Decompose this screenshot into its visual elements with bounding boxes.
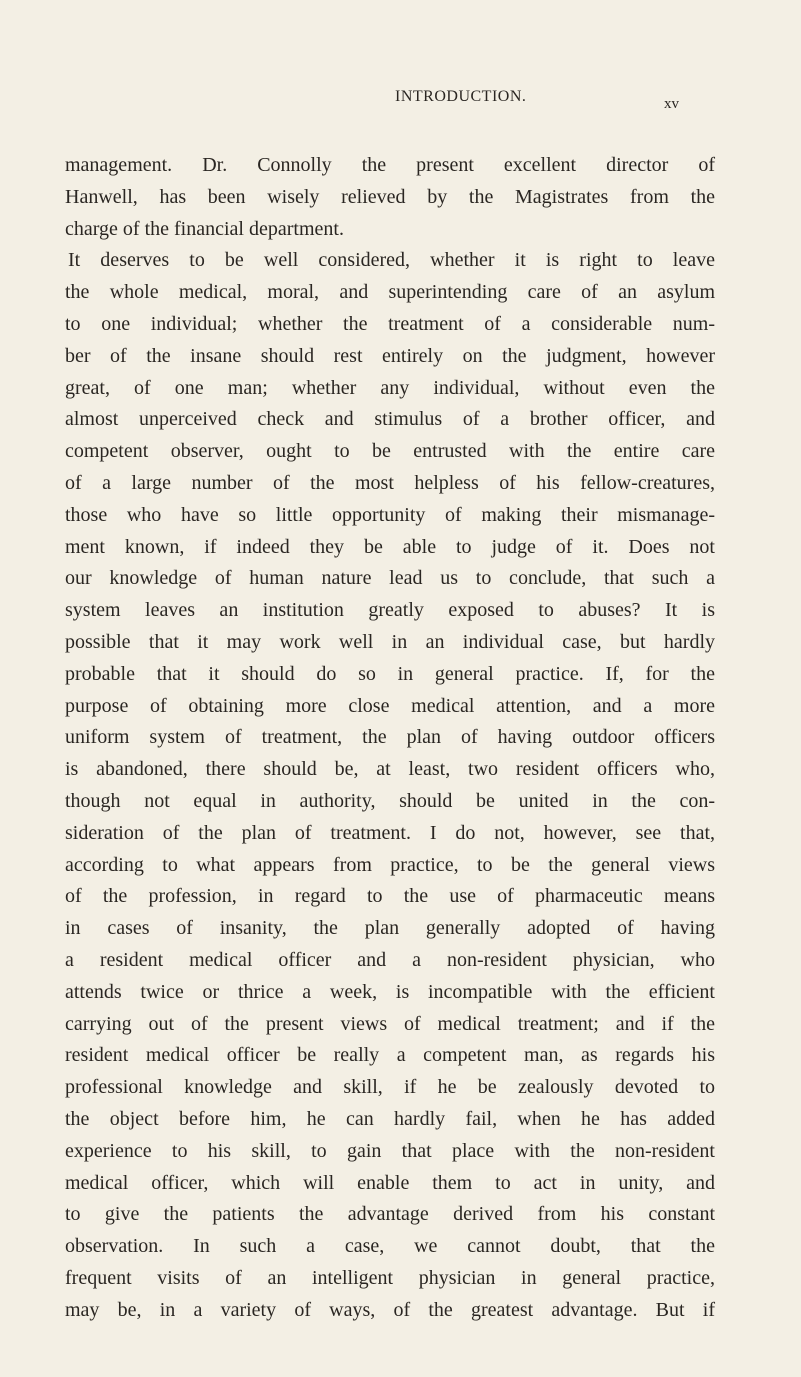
text-line: ment known, if indeed they be able to judge of it. Does not [65, 535, 715, 558]
text-line: a resident medical officer and a non-resident physician, who [65, 948, 715, 971]
text-line: uniform system of treatment, the plan of having outdoor officers [65, 726, 715, 749]
text-line: the whole medical, moral, and superintending care of an asylum [65, 281, 715, 304]
text-line: system leaves an institution greatly exposed to abuses? It is [65, 599, 715, 622]
running-head-title: INTRODUCTION. [395, 88, 527, 105]
text-line: resident medical officer be really a competent man, as regards his [65, 1044, 715, 1067]
text-line: possible that it may work well in an individual case, but hardly [65, 630, 715, 653]
text-line: to give the patients the advantage derived from his constant [65, 1203, 715, 1226]
text-line: in cases of insanity, the plan generally adopted of having [65, 917, 715, 940]
text-line: of a large number of the most helpless of his fellow-creatures, [65, 471, 715, 494]
text-line: management. Dr. Connolly the present excellent director of [65, 154, 715, 176]
text-line: frequent visits of an intelligent physician in general practice, [65, 1266, 715, 1289]
text-line: sideration of the plan of treatment. I do not, however, see that, [65, 821, 715, 844]
text-line: may be, in a variety of ways, of the greatest advantage. But if [65, 1298, 715, 1321]
text-line: purpose of obtaining more close medical attention, and a more [65, 694, 715, 717]
text-line: to one individual; whether the treatment of a considerable num- [65, 312, 715, 335]
text-line: experience to his skill, to gain that place with the non-resident [65, 1139, 715, 1162]
text-line: is abandoned, there should be, at least, two resident officers who, [65, 758, 715, 781]
text-line: competent observer, ought to be entrusted with the entire care [65, 440, 715, 463]
page-number: xv [664, 96, 679, 112]
text-line: attends twice or thrice a week, is incompatible with the efficient [65, 980, 715, 1003]
text-line: probable that it should do so in general practice. If, for the [65, 662, 715, 685]
text-line: carrying out of the present views of medical treatment; and if the [65, 1012, 715, 1035]
text-line: charge of the financial department. [65, 217, 344, 240]
text-line: according to what appears from practice, to be the general views [65, 853, 715, 876]
text-line: the object before him, he can hardly fail, when he has added [65, 1107, 715, 1130]
text-line: Hanwell, has been wisely relieved by the Magistrates from the [65, 185, 715, 208]
body-text [65, 150, 715, 1326]
running-head [0, 88, 801, 118]
text-line: It deserves to be well considered, whether it is right to leave [68, 249, 715, 272]
text-line: professional knowledge and skill, if he be zealously devoted to [65, 1076, 715, 1099]
text-line: great, of one man; whether any individual, without even the [65, 376, 715, 399]
text-line: our knowledge of human nature lead us to conclude, that such a [65, 567, 715, 590]
text-line: though not equal in authority, should be united in the con- [65, 789, 715, 812]
text-line: those who have so little opportunity of making their mismanage- [65, 503, 715, 526]
text-line: of the profession, in regard to the use of pharmaceutic means [65, 885, 715, 908]
text-line: ber of the insane should rest entirely on the judgment, however [65, 344, 715, 367]
text-line: medical officer, which will enable them to act in unity, and [65, 1171, 715, 1194]
text-line: almost unperceived check and stimulus of a brother officer, and [65, 408, 715, 431]
text-line: observation. In such a case, we cannot doubt, that the [65, 1235, 715, 1258]
